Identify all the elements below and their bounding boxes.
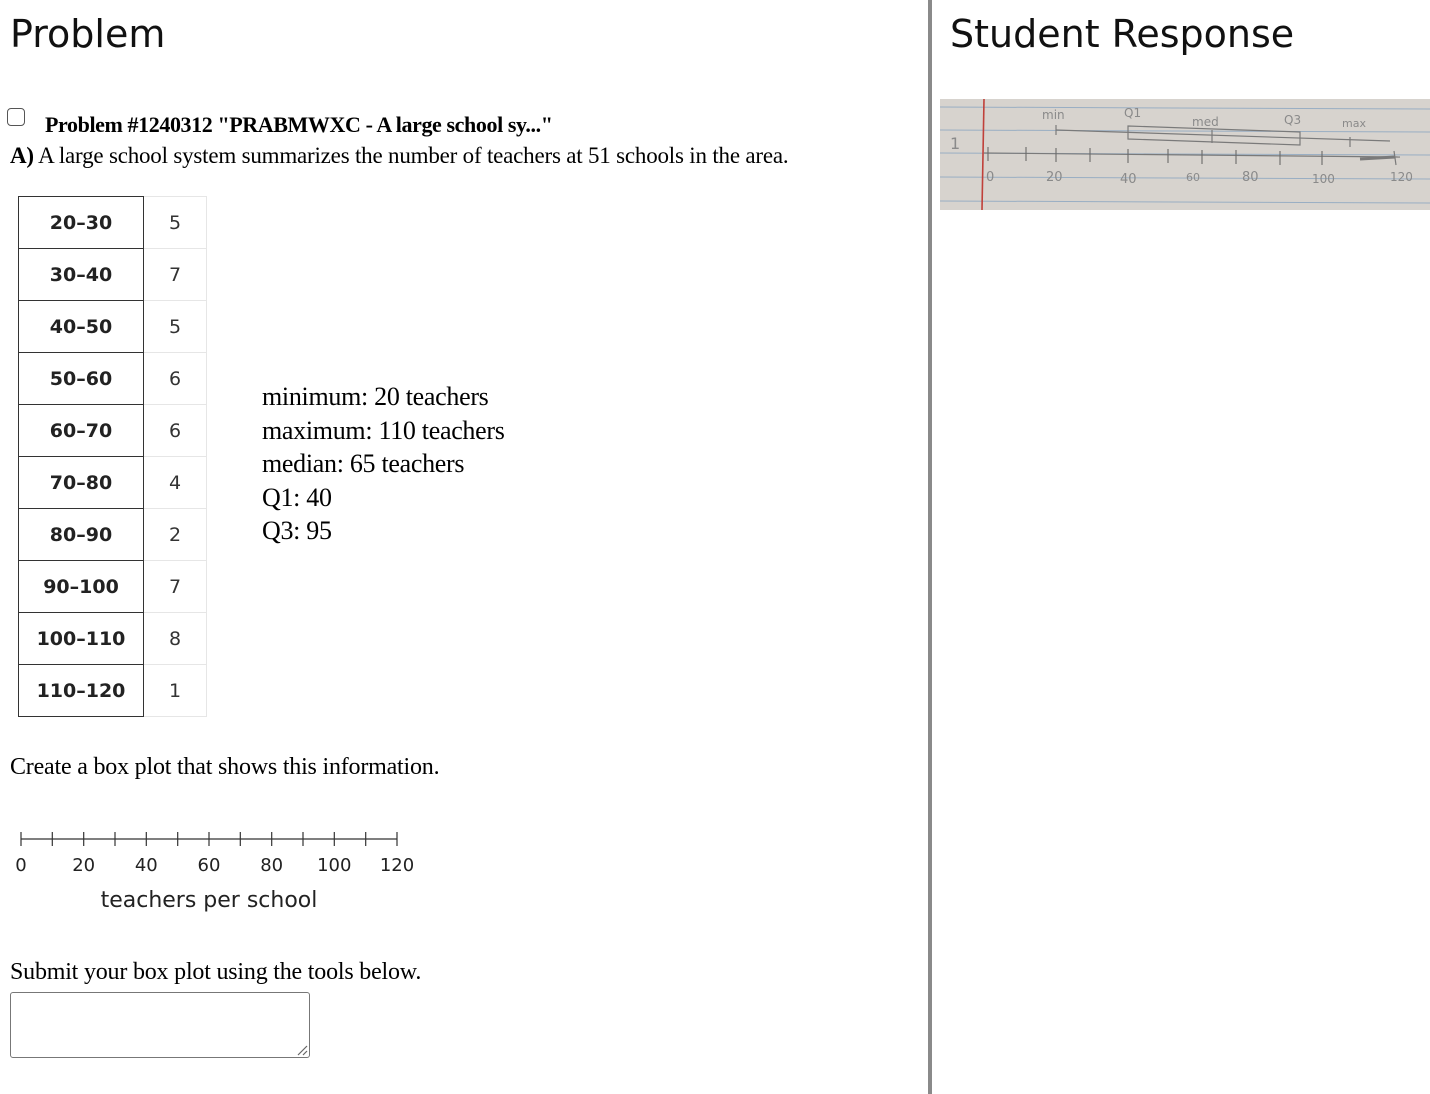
count-cell: 7	[144, 561, 207, 613]
handwritten-label: Q1	[1124, 106, 1142, 120]
handwritten-tick: 40	[1120, 172, 1137, 187]
instruction-create: Create a box plot that shows this information.	[10, 754, 440, 780]
table-row	[19, 353, 207, 405]
problem-statement	[10, 143, 788, 169]
handwritten-tick: 80	[1242, 170, 1259, 185]
handwritten-tick: 120	[1390, 170, 1413, 184]
count-cell: 1	[144, 665, 207, 717]
range-cell: 60–70	[19, 405, 144, 457]
summary-median: median: 65 teachers	[262, 449, 465, 479]
resize-grip-icon[interactable]	[296, 1044, 308, 1056]
range-cell: 20–30	[19, 197, 144, 249]
table-row	[19, 509, 207, 561]
problem-text: A large school system summarizes the number of teachers at 51 schools in the area.	[38, 143, 789, 168]
axis-tick-label: 40	[134, 855, 158, 876]
count-cell: 7	[144, 249, 207, 301]
count-cell: 6	[144, 405, 207, 457]
summary-q3: Q3: 95	[262, 516, 332, 546]
handwritten-tick: 100	[1312, 172, 1335, 186]
handwritten-tick: 20	[1046, 170, 1063, 185]
problem-checkbox[interactable]	[7, 108, 25, 126]
margin-mark: 1	[950, 134, 961, 153]
handwritten-label: min	[1042, 108, 1065, 122]
handwritten-tick: 0	[986, 170, 995, 185]
range-cell: 70–80	[19, 457, 144, 509]
count-cell: 6	[144, 353, 207, 405]
range-cell: 110–120	[19, 665, 144, 717]
range-cell: 100–110	[19, 613, 144, 665]
axis-tick-label: 80	[260, 855, 284, 876]
count-cell: 2	[144, 509, 207, 561]
part-label: A)	[10, 143, 34, 168]
count-cell: 5	[144, 301, 207, 353]
response-pane-title: Student Response	[950, 12, 1295, 56]
axis-tick-label: 0	[15, 855, 27, 876]
table-row	[19, 561, 207, 613]
handwritten-label: med	[1192, 115, 1219, 129]
handwritten-label: Q3	[1284, 113, 1302, 127]
handwritten-label: max	[1342, 117, 1366, 130]
table-row	[19, 613, 207, 665]
range-cell: 80–90	[19, 509, 144, 561]
range-cell: 50–60	[19, 353, 144, 405]
summary-stats	[262, 380, 505, 548]
table-row	[19, 197, 207, 249]
summary-maximum: maximum: 110 teachers	[262, 415, 505, 445]
range-cell: 30–40	[19, 249, 144, 301]
frequency-table	[18, 196, 207, 717]
summary-q1: Q1: 40	[262, 482, 332, 512]
count-cell: 5	[144, 197, 207, 249]
axis-title: teachers per school	[100, 888, 318, 913]
axis-tick-label: 120	[379, 855, 415, 876]
response-pane	[932, 0, 1430, 1094]
number-line	[0, 825, 430, 920]
table-row	[19, 457, 207, 509]
table-row	[19, 249, 207, 301]
range-cell: 90–100	[19, 561, 144, 613]
summary-minimum: minimum: 20 teachers	[262, 382, 489, 411]
table-row	[19, 665, 207, 717]
axis-tick-label: 60	[197, 855, 221, 876]
handwritten-box-plot	[940, 99, 1430, 210]
axis-tick-label: 100	[317, 855, 352, 876]
count-cell: 4	[144, 457, 207, 509]
problem-pane-title: Problem	[10, 12, 166, 56]
handwritten-tick: 60	[1186, 171, 1200, 184]
instruction-submit: Submit your box plot using the tools below.	[10, 959, 422, 985]
student-response-photo	[940, 99, 1430, 210]
range-cell: 40–50	[19, 301, 144, 353]
table-row	[19, 405, 207, 457]
answer-textarea[interactable]	[10, 992, 310, 1058]
problem-heading: Problem #1240312 "PRABMWXC - A large school sy..."	[45, 112, 553, 137]
axis-tick-label: 20	[72, 855, 96, 876]
table-row	[19, 301, 207, 353]
count-cell: 8	[144, 613, 207, 665]
